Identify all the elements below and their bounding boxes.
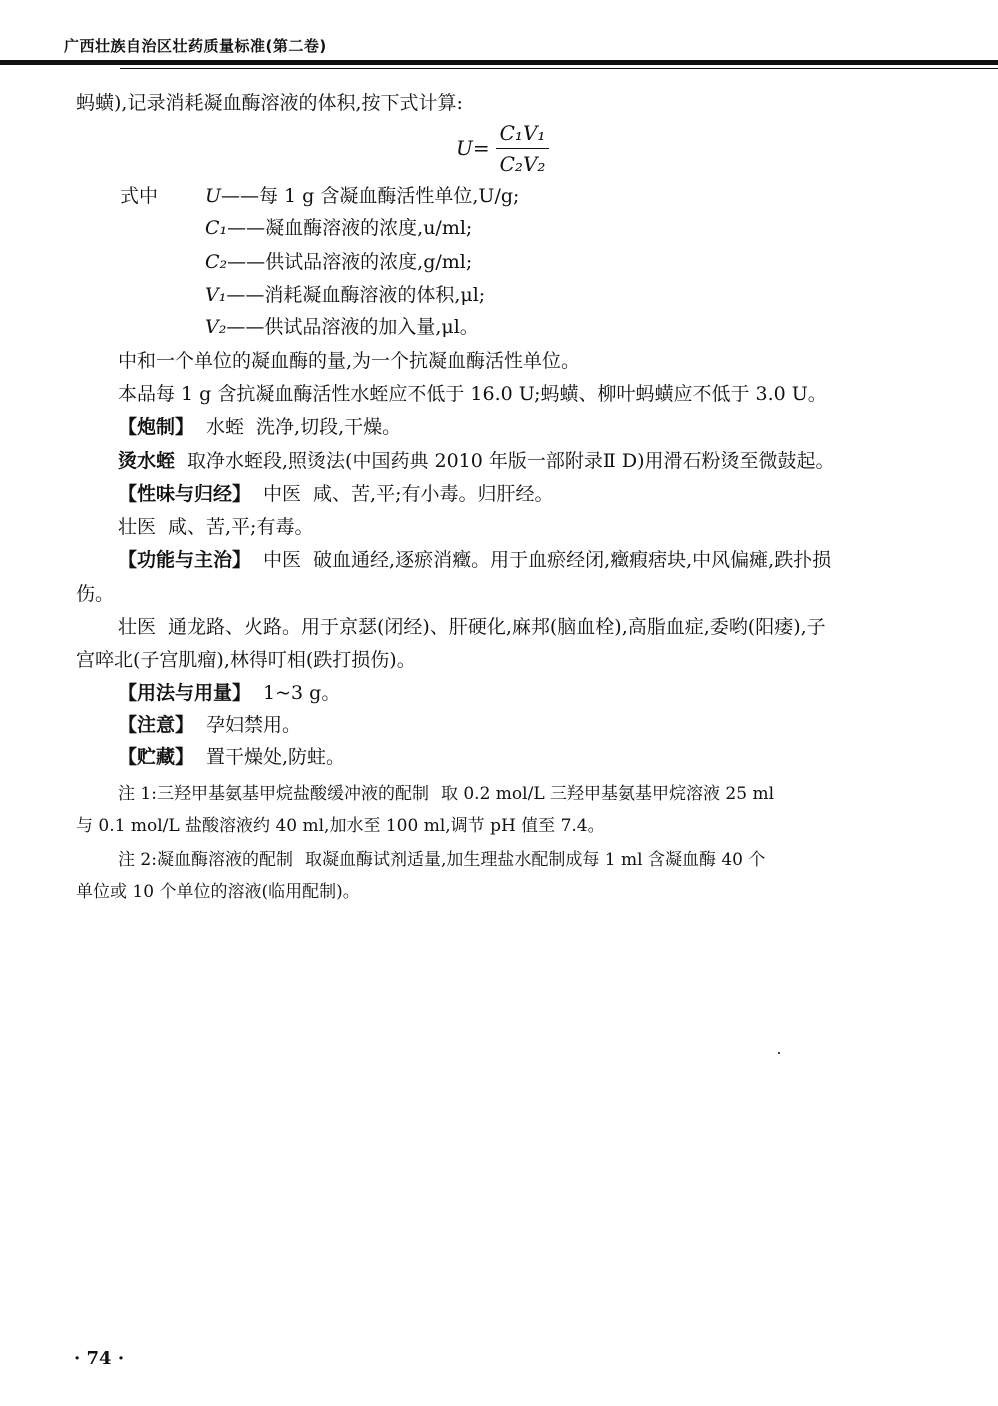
definition-line: [205, 283, 485, 307]
section-scalded: [118, 449, 835, 473]
definition-line: [205, 315, 479, 339]
note-text: 取 0.2 mol/L 三羟甲基氨基甲烷溶液 25 ml: [440, 784, 775, 804]
scan-dot: [778, 1052, 780, 1054]
section-caution: [118, 713, 301, 737]
section-text: 1~3 g。: [263, 682, 341, 704]
header-rule-thin: [120, 68, 998, 69]
section-heading: 烫水蛭: [118, 450, 176, 472]
definition-line: [205, 250, 472, 274]
section-heading: 【功能与主治】: [118, 549, 252, 571]
text-line: 伤。: [76, 583, 115, 605]
section-function: [118, 548, 831, 572]
where-label: 式中: [120, 185, 159, 207]
section-storage: [118, 745, 345, 769]
formula: [456, 120, 549, 176]
section-text: 洗净,切段,干燥。: [256, 416, 402, 438]
page-number: · 74 ·: [74, 1348, 125, 1369]
text-line: 宫啐北(子宫肌瘤),林得叮相(跌打损伤)。: [76, 649, 416, 671]
section-text: 孕妇禁用。: [206, 714, 302, 736]
section-heading: 【炮制】: [118, 416, 195, 438]
header-rule: [0, 60, 998, 65]
definition-line: [205, 184, 519, 208]
text-line: 本品每 1 g 含抗凝血酶活性水蛭应不低于 16.0 U;蚂蟥、柳叶蚂蟥应不低于 3.0 U。: [118, 383, 827, 405]
formula-denominator: C₂V₂: [499, 151, 546, 176]
note-1-cont: 与 0.1 mol/L 盐酸溶液约 40 ml,加水至 100 ml,调节 pH 值至 7.4。: [76, 816, 605, 836]
section-label: 壮医: [118, 516, 157, 538]
definition-symbol: C₁: [205, 217, 228, 239]
definition-text: ——供试品溶液的加入量,μl。: [226, 316, 479, 338]
section-processing: [118, 415, 401, 439]
text-line: 蚂蟥),记录消耗凝血酶溶液的体积,按下式计算:: [76, 92, 463, 114]
definition-text: ——每 1 g 含凝血酶活性单位,U/g;: [221, 185, 520, 207]
section-text: 破血通经,逐瘀消癥。用于血瘀经闭,癥瘕痞块,中风偏瘫,跌扑损: [313, 549, 832, 571]
definition-symbol: V₂: [205, 316, 227, 338]
section-text: 置干燥处,防蛀。: [206, 746, 346, 768]
note-text: 取凝血酶试剂适量,加生理盐水配制成每 1 ml 含凝血酶 40 个: [304, 850, 766, 870]
text-line: 中和一个单位的凝血酶的量,为一个抗凝血酶活性单位。: [118, 350, 581, 372]
section-nature: [118, 482, 553, 506]
section-text: 咸、苦,平;有小毒。归肝经。: [313, 483, 554, 505]
section-function-zhuang: [118, 615, 826, 639]
section-heading: 【注意】: [118, 714, 195, 736]
section-heading: 【用法与用量】: [118, 682, 252, 704]
section-text: 取净水蛭段,照烫法(中国药典 2010 年版一部附录Ⅱ D)用滑石粉烫至微鼓起。: [187, 450, 835, 472]
section-label: 水蛭: [206, 416, 245, 438]
section-label: 壮医: [118, 616, 157, 638]
note-2-cont: 单位或 10 个单位的溶液(临用配制)。: [76, 882, 360, 902]
section-label: 中医: [263, 483, 302, 505]
definition-text: ——凝血酶溶液的浓度,u/ml;: [227, 217, 473, 239]
section-text: 通龙路、火路。用于京瑟(闭经)、肝硬化,麻邦(脑血栓),高脂血症,委哟(阳痿),子: [168, 616, 826, 638]
formula-lhs: U=: [456, 136, 490, 160]
definition-symbol: C₂: [205, 251, 228, 273]
section-heading: 【贮藏】: [118, 746, 195, 768]
section-nature-zhuang: [118, 515, 313, 539]
definition-text: ——供试品溶液的浓度,g/ml;: [227, 251, 473, 273]
definition-line: [205, 216, 472, 240]
running-header: 广西壮族自治区壮药质量标准(第二卷): [64, 37, 327, 55]
formula-fraction: [496, 121, 550, 176]
formula-numerator: C₁V₁: [496, 121, 550, 149]
section-dosage: [118, 681, 340, 705]
definition-symbol: U: [205, 185, 222, 207]
note-heading: 注 2:凝血酶溶液的配制: [118, 850, 293, 870]
note-heading: 注 1:三羟甲基氨基甲烷盐酸缓冲液的配制: [118, 784, 429, 804]
section-label: 中医: [263, 549, 302, 571]
definition-text: ——消耗凝血酶溶液的体积,μl;: [226, 284, 486, 306]
definition-symbol: V₁: [205, 284, 227, 306]
section-text: 咸、苦,平;有毒。: [168, 516, 314, 538]
note-2: [118, 848, 765, 872]
note-1: [118, 782, 774, 806]
section-heading: 【性味与归经】: [118, 483, 252, 505]
